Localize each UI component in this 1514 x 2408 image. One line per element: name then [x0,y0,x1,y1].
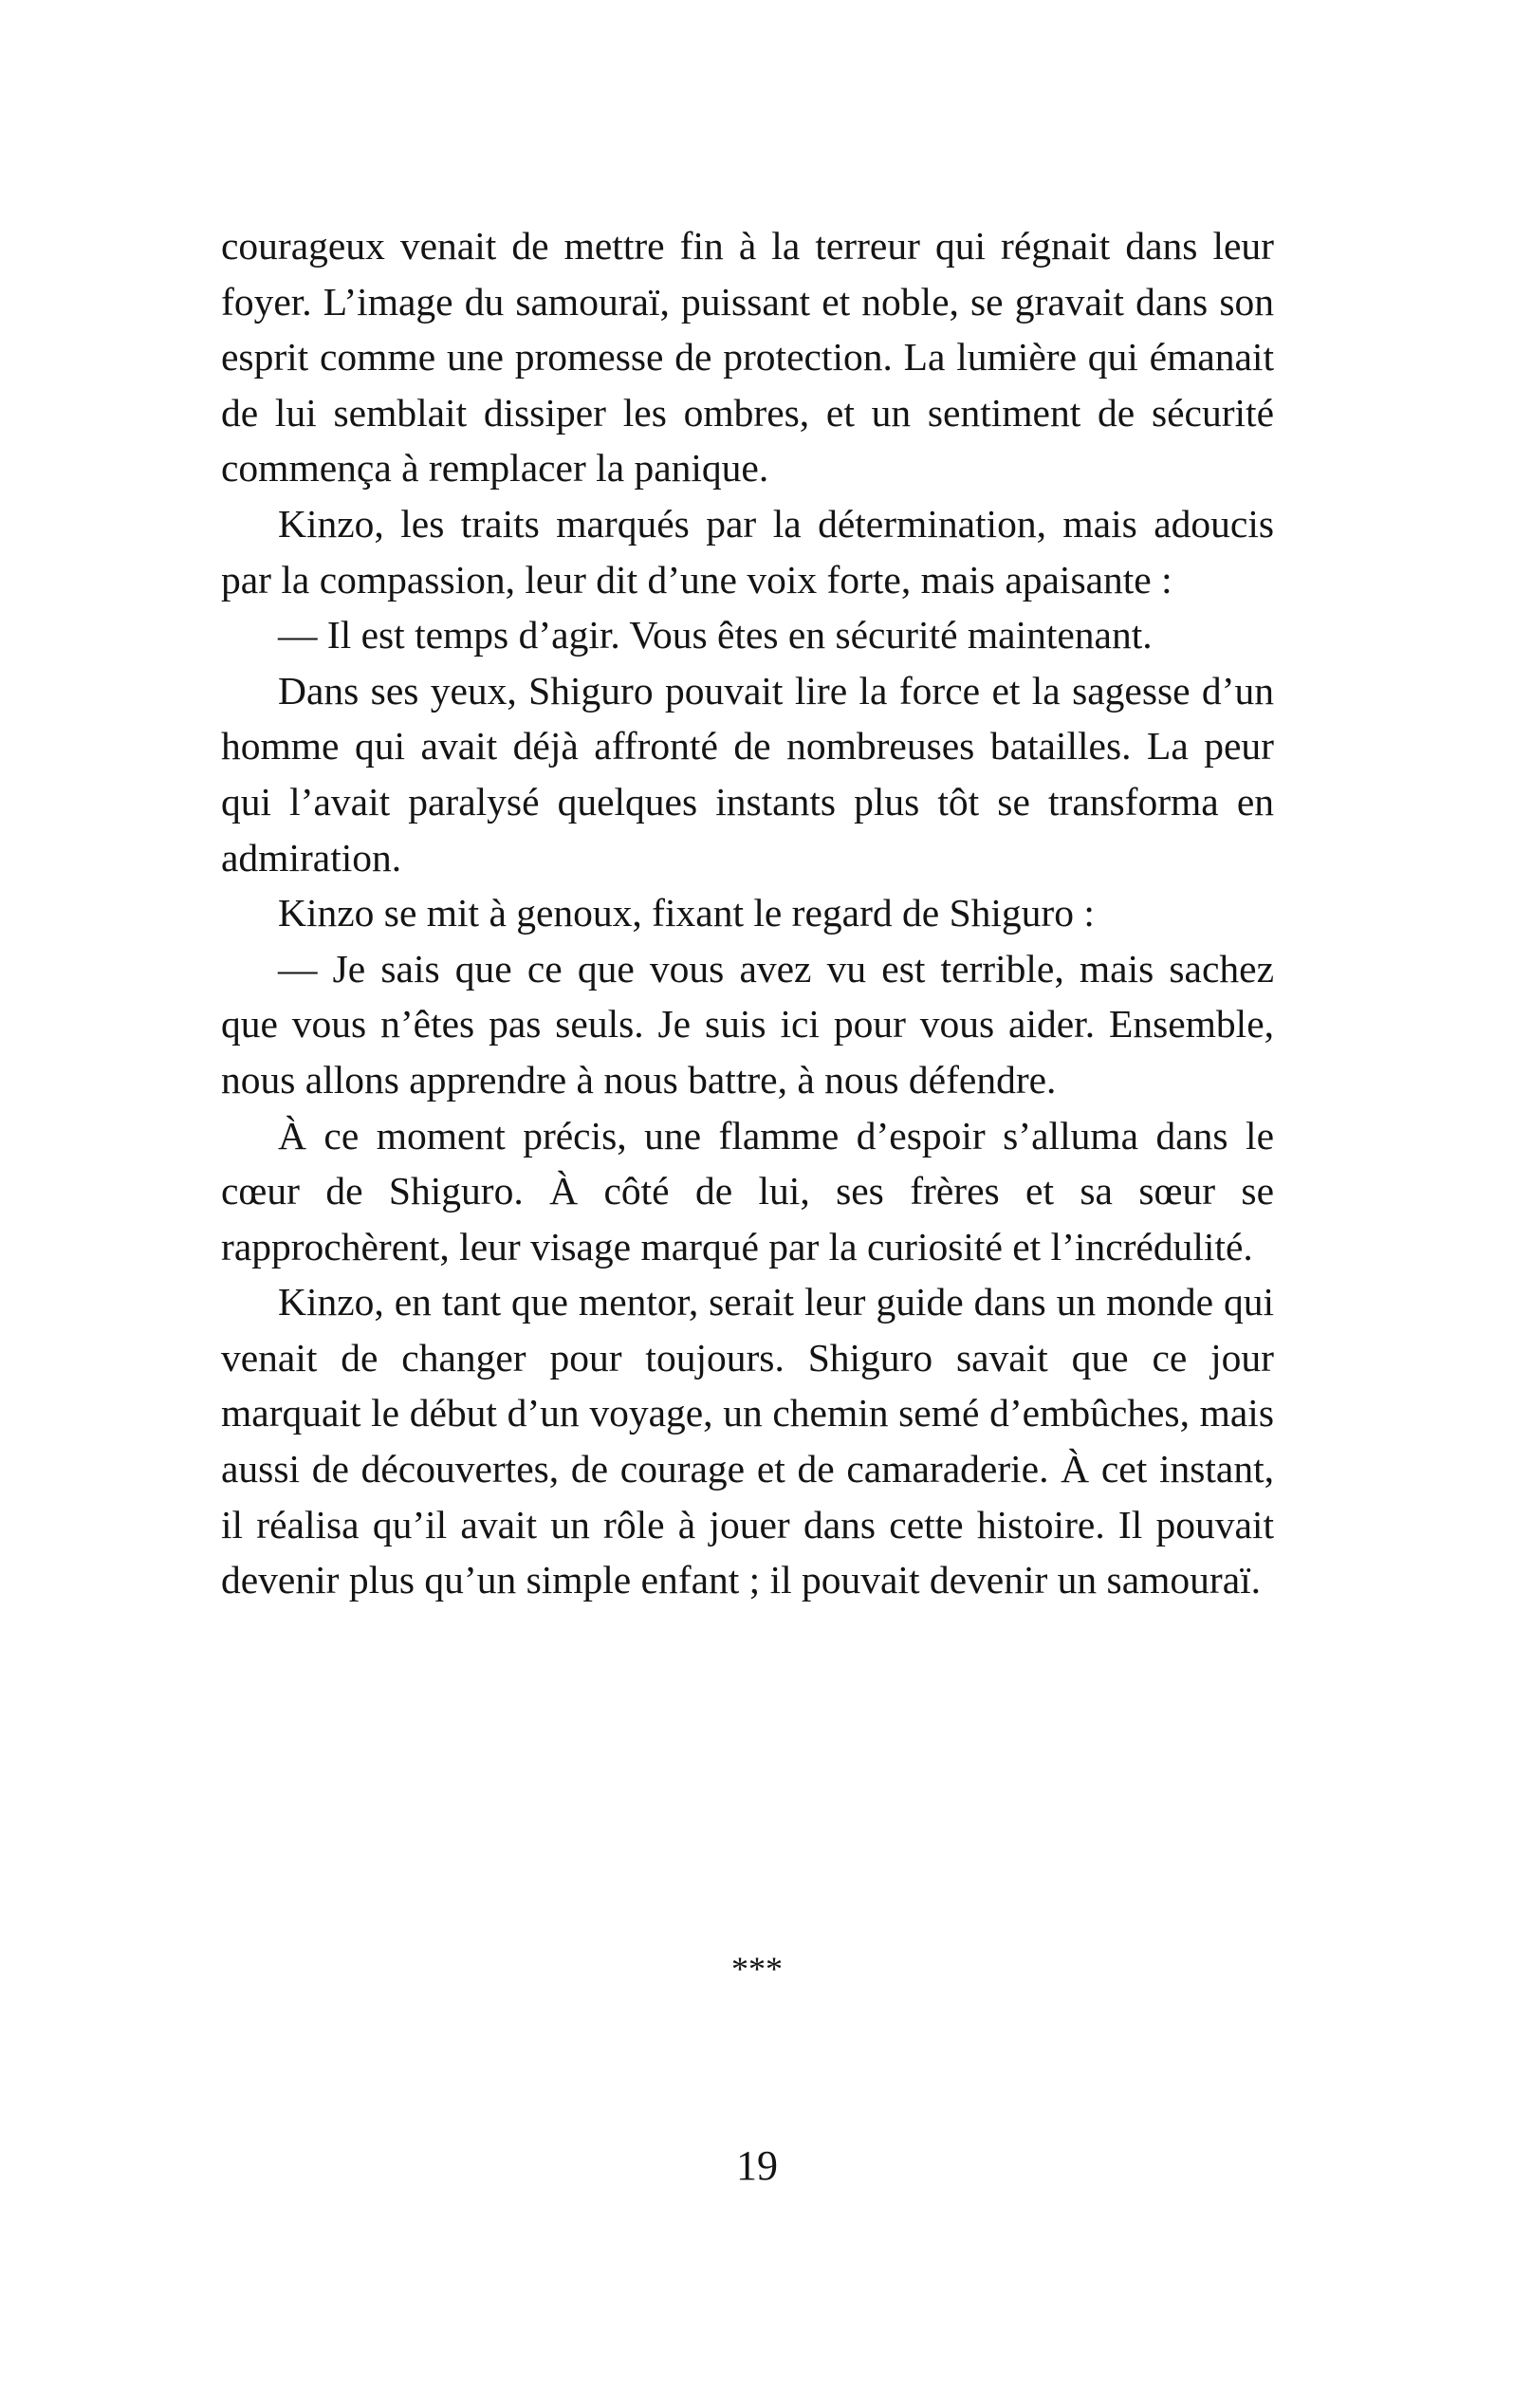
paragraph-5: À ce moment précis, une flamme d’espoir s’alluma dans le cœur de Shiguro. À côté de lui, ses frères et sa sœur se rapprochèrent, leur visage marqué par la curiosité et l’incrédulité. [221,1113,1274,1269]
paragraph-3: Dans ses yeux, Shiguro pouvait lire la force et la sagesse d’un homme qui avait déjà affronté de nombreuses batailles. La peur qui l’avait paralysé quelques instants plus tôt se transforma en admiration. [221,668,1274,880]
dialogue-line-2: — Je sais que ce que vous avez vu est terrible, mais sachez que vous n’êtes pas seuls. Je suis ici pour vous aider. Ensemble, nous allons apprendre à nous battre, à nous défendre. [221,946,1274,1102]
page-number: 19 [736,2142,778,2189]
body-text [221,218,1274,1608]
paragraph-2: Kinzo, les traits marqués par la détermination, mais adoucis par la compassion, leur dit d’une voix forte, mais apaisante : [221,501,1274,602]
paragraph-6: Kinzo, en tant que mentor, serait leur guide dans un monde qui venait de changer pour toujours. Shiguro savait que ce jour marquait le début d’un voyage, un chemin semé d’embûches, mais aussi de découvertes, de courage et de camaraderie. À cet instant, il réalisa qu’il avait un rôle à jouer dans cette histoire. Il pouvait devenir plus qu’un simple enfant ; il pouvait devenir un samouraï. [221,1280,1274,1602]
paragraph-1: courageux venait de mettre fin à la terreur qui régnait dans leur foyer. L’image du samouraï, puissant et noble, se gravait dans son esprit comme une promesse de protection. La lumière qui émanait de lui semblait dissiper les ombres, et un sentiment de sécurité commença à remplacer la panique. [221,224,1274,491]
section-separator: *** [731,1950,783,1988]
dialogue-line-1: — Il est temps d’agir. Vous êtes en sécurité maintenant. [278,613,1153,658]
paragraph-4: Kinzo se mit à genoux, fixant le regard de Shiguro : [278,891,1095,935]
